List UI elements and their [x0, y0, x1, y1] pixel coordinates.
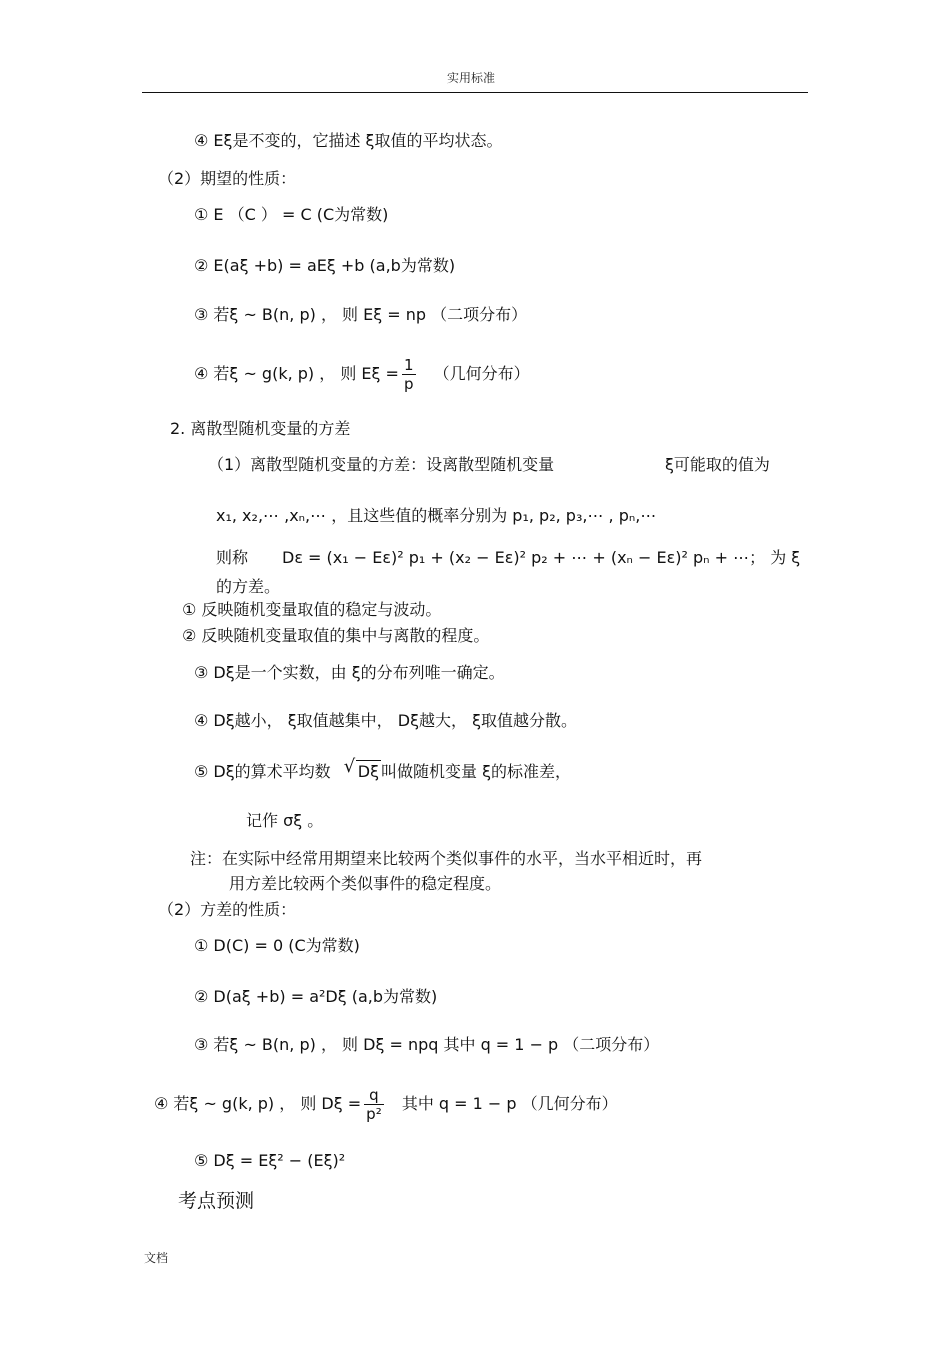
page-header: 实用标准: [447, 71, 496, 85]
variance-definition-intro: （1）离散型随机变量的方差：设离散型随机变量: [208, 455, 555, 474]
remark-line-2: 用方差比较两个类似事件的稳定程度。: [229, 874, 502, 893]
variance-note-1: ① 反映随机变量取值的稳定与波动。: [182, 600, 442, 619]
variance-property-4-note: 其中 q = 1 − p （几何分布）: [401, 1094, 618, 1113]
variance-property-2: ② D(aξ +b) = a²Dξ (a,b为常数): [194, 987, 438, 1006]
variance-note-5: [194, 756, 572, 783]
expectation-property-2: ② E(aξ +b) = aEξ +b (a,b为常数): [194, 256, 456, 275]
variance-note-3: ③ Dξ是一个实数，由 ξ的分布列唯一确定。: [194, 663, 505, 682]
variance-note-5-text: ⑤ Dξ的算术平均数: [194, 762, 331, 781]
expectation-properties-heading: （2）期望的性质：: [158, 169, 297, 188]
variance-note-2: ② 反映随机变量取值的集中与离散的程度。: [182, 626, 490, 645]
section-title: 考点预测: [178, 1190, 255, 1212]
variance-formula: Dε = (x₁ − Eε)² p₁ + (x₂ − Eε)² p₂ + ⋯ + (xₙ − Eε)² pₙ + ⋯； 为 ξ: [282, 548, 801, 567]
expectation-property-4: [194, 356, 530, 393]
variance-values-line: x₁, x₂,⋯ ,xₙ,⋯ ，且这些值的概率分别为 p₁, p₂, p₃,⋯ , pₙ,⋯: [216, 506, 657, 525]
expectation-property-1: ① E （C ） = C (C为常数): [194, 205, 389, 224]
variance-properties-heading: （2）方差的性质：: [158, 900, 297, 919]
header-rule: [142, 92, 808, 93]
page-footer: 文档: [144, 1251, 169, 1265]
fraction-numerator: q: [369, 1086, 379, 1104]
expectation-property-4-text: ④ 若ξ ~ g(k, p) ， 则 Eξ =: [194, 364, 399, 383]
remark-line-1: 注：在实际中经常用期望来比较两个类似事件的水平，当水平相近时，再: [190, 849, 703, 868]
variance-property-4: [154, 1086, 618, 1123]
expectation-property-4-note: （几何分布）: [433, 364, 530, 383]
expectation-note-4: ④ Eξ是不变的，它描述 ξ取值的平均状态。: [194, 131, 503, 150]
radical-sign-icon: √: [343, 756, 356, 777]
variance-property-4-text: ④ 若ξ ~ g(k, p) ， 则 Dξ =: [154, 1094, 362, 1113]
fraction-q-over-p2: [364, 1086, 384, 1123]
variance-definition-end: 的方差。: [216, 577, 281, 596]
fraction-1-over-p: [402, 356, 416, 393]
variance-note-5-end: 叫做随机变量 ξ的标准差，: [381, 762, 572, 781]
variance-definition-intro-end: ξ可能取的值为: [665, 455, 770, 474]
expectation-property-3: ③ 若ξ ~ B(n, p) ， 则 Eξ = np （二项分布）: [194, 305, 528, 324]
fraction-numerator: 1: [403, 356, 414, 374]
variance-property-1: ① D(C) = 0 (C为常数): [194, 936, 360, 955]
variance-property-5: ⑤ Dξ = Eξ² − (Eξ)²: [194, 1151, 346, 1170]
variance-formula-label: 则称: [216, 548, 249, 567]
radicand: Dξ: [357, 762, 380, 781]
standard-deviation-notation: 记作 σξ 。: [246, 811, 324, 830]
variance-property-3: ③ 若ξ ~ B(n, p) ， 则 Dξ = npq 其中 q = 1 − p （二项分布）: [194, 1035, 660, 1054]
variance-heading: 2. 离散型随机变量的方差: [170, 419, 351, 438]
fraction-denominator: p²: [366, 1105, 382, 1123]
variance-note-4: ④ Dξ越小， ξ取值越集中， Dξ越大， ξ取值越分散。: [194, 711, 578, 730]
fraction-denominator: p: [402, 374, 416, 393]
square-root: [343, 756, 381, 783]
